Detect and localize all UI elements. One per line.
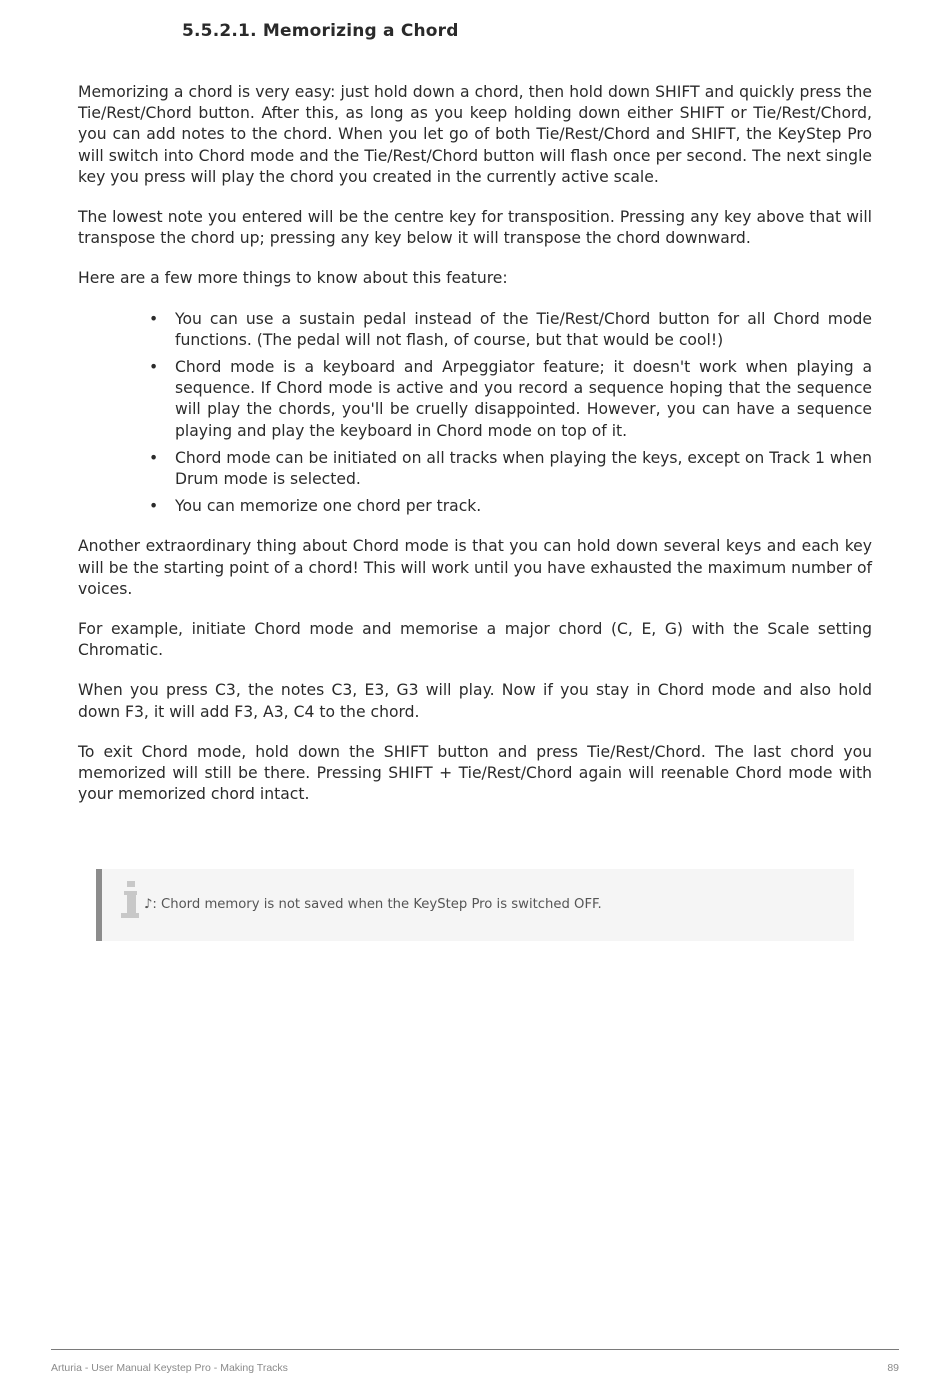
paragraph-example: For example, initiate Chord mode and memorise a major chord (C, E, G) with the Scale setting Chromatic. bbox=[78, 620, 872, 660]
section-heading: 5.5.2.1. Memorizing a Chord bbox=[182, 21, 459, 41]
footer-title: Arturia - User Manual Keystep Pro - Making Tracks bbox=[51, 1362, 288, 1374]
paragraph-list-intro: Here are a few more things to know about this feature: bbox=[78, 269, 508, 288]
paragraph-multiple-keys: Another extraordinary thing about Chord mode is that you can hold down several keys and each key will be the starting point of a chord! This will work until you have exhausted the maximum number of voices. bbox=[78, 537, 872, 598]
info-icon bbox=[120, 879, 146, 921]
body-content bbox=[78, 82, 872, 824]
paragraph-transposition: The lowest note you entered will be the centre key for transposition. Pressing any key above that will transpose the chord up; pressing any key below it will transpose the chord downward. bbox=[78, 208, 872, 248]
paragraph-exit: To exit Chord mode, hold down the SHIFT button and press Tie/Rest/Chord. The last chord you memorized will still be there. Pressing SHIFT + Tie/Rest/Chord again will reenable Chord mode with your memorized chord intact. bbox=[78, 742, 872, 804]
info-note bbox=[96, 869, 854, 941]
footer-divider bbox=[51, 1349, 899, 1350]
paragraph-intro: Memorizing a chord is very easy: just hold down a chord, then hold down SHIFT and quickly press the Tie/Rest/Chord button. After this, as long as you keep holding down either SHIFT or Tie/Rest/Chord, you can add notes to the chord. When you let go of both Tie/Rest/Chord and SHIFT, the KeyStep Pro will switch into Chord mode and the Tie/Rest/Chord button will flash once per second. The next single key you press will play the chord you created in the currently active scale. bbox=[78, 83, 872, 186]
note-text: ♪: Chord memory is not saved when the KeyStep Pro is switched OFF. bbox=[144, 897, 602, 912]
list-item: • You can use a sustain pedal instead of the Tie/Rest/Chord button for all Chord mode functions. (The pedal will not flash, of course, but that would be cool!) bbox=[175, 309, 872, 351]
paragraph-example-result: When you press C3, the notes C3, E3, G3 will play. Now if you stay in Chord mode and also hold down F3, it will add F3, A3, C4 to the chord. bbox=[78, 681, 872, 721]
list-item: • Chord mode can be initiated on all tracks when playing the keys, except on Track 1 when Drum mode is selected. bbox=[175, 448, 872, 490]
feature-list bbox=[78, 309, 872, 518]
page-number: 89 bbox=[887, 1362, 899, 1374]
list-item: • Chord mode is a keyboard and Arpeggiator feature; it doesn't work when playing a sequence. If Chord mode is active and you record a sequence hoping that the sequence will play the chords, you'll be cruelly disappointed. However, you can have a sequence playing and play the keyboard in Chord mode on top of it. bbox=[175, 357, 872, 442]
list-item: • You can memorize one chord per track. bbox=[175, 496, 872, 517]
